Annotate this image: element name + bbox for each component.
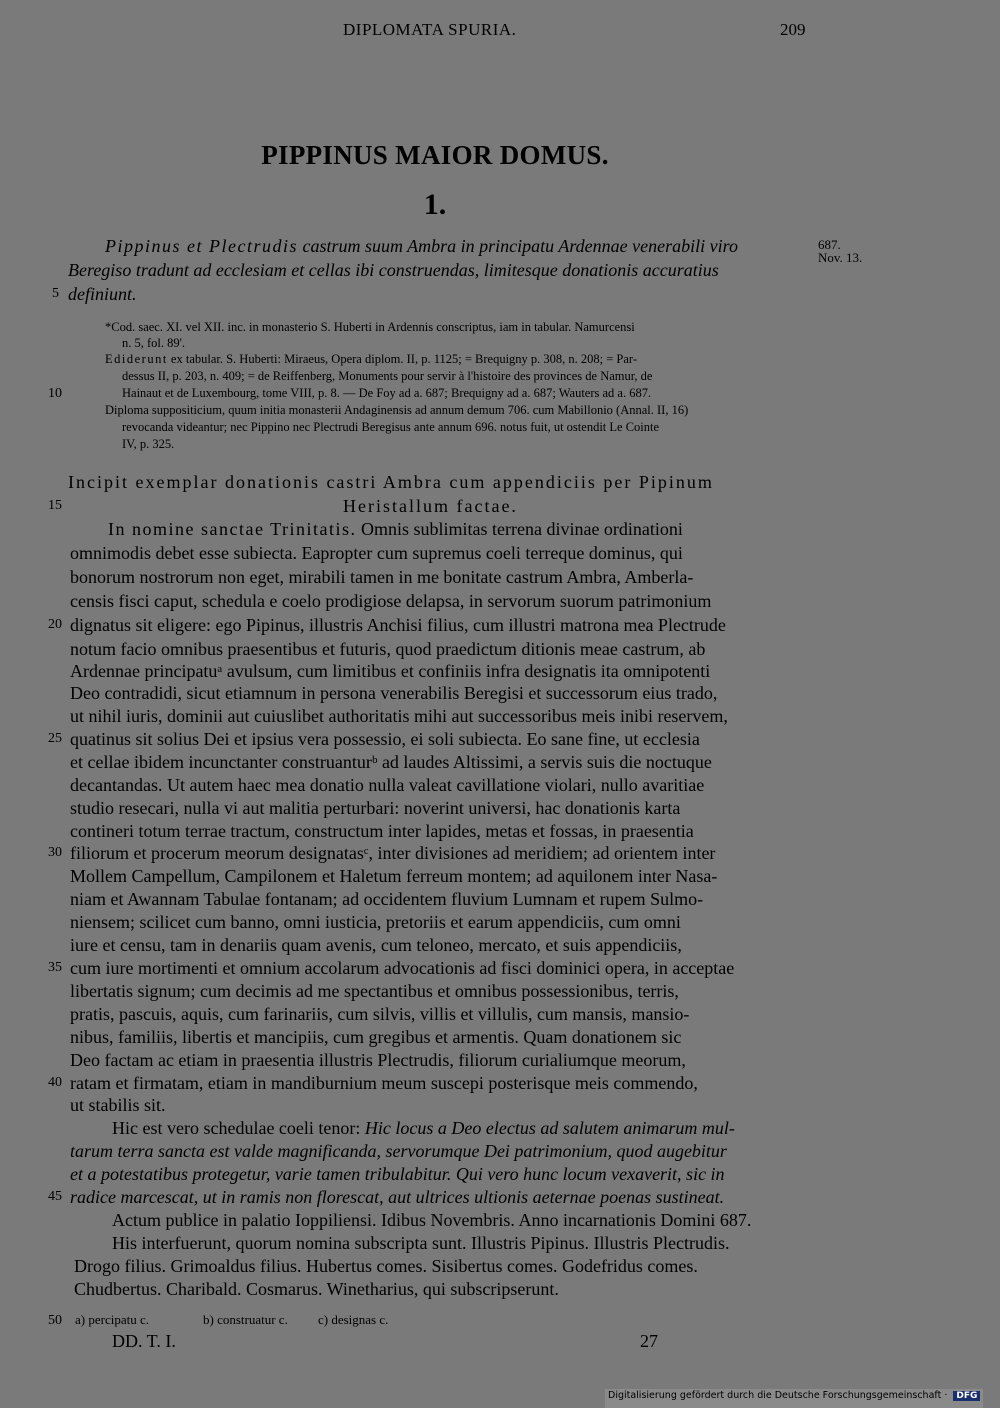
digitization-credit <box>605 1389 983 1408</box>
document-number: 1. <box>423 188 447 221</box>
note-head: Ediderunt <box>105 352 168 366</box>
text-line: cum iure mortimenti et omnium accolarum advocationis ad fisci dominici opera, in acceptae <box>70 958 735 978</box>
note-line: dessus II, p. 203, n. 409; = de Reiffenberg, Monuments pour servir à l'histoire des provinces de Namur, de <box>122 369 653 383</box>
text-line: censis fisci caput, schedula e coelo prodigiose delapsa, in servorum suorum patrimonium <box>70 591 712 611</box>
text-line: libertatis signum; cum decimis ad me spectantibus et omnibus possessionibus, terris, <box>70 981 679 1001</box>
regest-line: definiunt. <box>68 284 137 304</box>
regest-line: castrum suum Ambra in principatu Ardennae venerabili viro <box>302 236 738 256</box>
line-number: 45 <box>48 1189 62 1204</box>
text-line: ut stabilis sit. <box>70 1095 166 1115</box>
line-number: 5 <box>52 286 59 301</box>
text-line: Chudbertus. Charibald. Cosmarus. Winetharius, qui subscripserunt. <box>74 1279 559 1299</box>
heavenly-schedule: Hic locus a Deo electus ad salutem animarum mul- <box>364 1118 735 1138</box>
text-line: quatinus sit solius Dei et ipsius vera possessio, ei soli subiecta. Eo sane fine, ut ecclesia <box>70 729 700 749</box>
text-line: Drogo filius. Grimoaldus filius. Hubertus comes. Sisibertus comes. Godefridus comes. <box>74 1256 698 1276</box>
text-line: Deo factam ac etiam in praesentia illustris Plectrudis, filiorum curialiumque meorum, <box>70 1050 686 1070</box>
text-line: nibus, familiis, libertis et mancipiis, cum gregibus et armentis. Quam donationem sic <box>70 1027 682 1047</box>
text-line: Actum publice in palatio Ioppiliensi. Idibus Novembris. Anno incarnationis Domini 687. <box>112 1210 752 1230</box>
credit-text: Digitalisierung gefördert durch die Deutsche Forschungsgemeinschaft · <box>608 1390 948 1401</box>
regest-line: Beregiso tradunt ad ecclesiam et cellas ibi construendas, limitesque donationis accuratius <box>68 260 719 280</box>
footnote-c: c) designas c. <box>318 1312 389 1327</box>
text-line: Omnis sublimitas terrena divinae ordinationi <box>360 519 683 539</box>
section-title: PIPPINUS MAIOR DOMUS. <box>261 140 609 170</box>
text-line: pratis, pascuis, aquis, cum farinariis, cum silvis, villis et villulis, cum mansis, mansio- <box>70 1004 690 1024</box>
line-number: 50 <box>48 1313 62 1328</box>
incipit-line: Incipit exemplar donationis castri Ambra cum appendiciis per Pipinum <box>68 472 714 492</box>
signature-mark: DD. T. I. <box>112 1331 176 1351</box>
page-number: 209 <box>780 20 806 39</box>
text-line: radice marcescat, ut in ramis non florescat, aut ultrices ultionis aeternae poenas sustineat. <box>70 1187 725 1207</box>
note-line: *Cod. saec. XI. vel XII. inc. in monasterio S. Huberti in Ardennis conscriptus, iam in tabular. Namurcensi <box>105 320 635 334</box>
line-number: 15 <box>48 498 62 513</box>
text-line: notum facio omnibus praesentibus et futuris, quod praedictum ditionis meae castrum, ab <box>70 639 706 659</box>
text-line: Ardennae principatuᵃ avulsum, cum limitibus et confiniis infra designatis ita omnipotenti <box>70 661 711 681</box>
note-line: Hainaut et de Luxembourg, tome VIII, p. 8. — De Foy ad a. 687; Brequigny ad a. 687; Wauters ad a. 687. <box>122 386 652 400</box>
text-line: Mollem Campellum, Campilonem et Haletum ferreum montem; ad aquilonem inter Nasa- <box>70 866 718 886</box>
text-line: et cellae ibidem incunctanter construanturᵇ ad laudes Altissimi, a servis suis die noctuque <box>70 752 712 772</box>
note-line: Diploma suppositicium, quum initia monasterii Andaginensis ad annum demum 706. cum Mabillonio (Annal. II, 16) <box>105 403 689 417</box>
text-line: iure et censu, tam in denariis quam avenis, cum teloneo, mercato, et suis appendiciis, <box>70 935 682 955</box>
line-number: 40 <box>48 1075 62 1090</box>
invocation: In nomine sanctae Trinitatis. <box>108 519 357 539</box>
text-line: niensem; scilicet cum banno, omni iusticia, pretoriis et earum appendiciis, cum omni <box>70 912 681 932</box>
line-number: 30 <box>48 845 62 860</box>
text-line: decantandas. Ut autem haec mea donatio nulla valeat cavillatione violari, nullo avaritiae <box>70 775 705 795</box>
text-line: dignatus sit eligere: ego Pipinus, illustris Anchisi filius, cum illustri matrona mea Plectrude <box>70 615 726 635</box>
regest-names: Pippinus et Plectrudis <box>105 236 298 256</box>
text-line: His interfuerunt, quorum nomina subscripta sunt. Illustris Pipinus. Illustris Plectrudis. <box>112 1233 730 1253</box>
text-line: bonorum nostrorum non eget, mirabili tamen in me bonitate castrum Ambra, Amberla- <box>70 567 694 587</box>
date-day: Nov. 13. <box>818 250 863 265</box>
note-line: ex tabular. S. Huberti: Miraeus, Opera diplom. II, p. 1125; = Brequigny p. 308, n. 208; = Par- <box>170 352 638 366</box>
incipit-line: Heristallum factae. <box>343 496 518 516</box>
line-number: 20 <box>48 617 62 632</box>
date-year: 687. <box>818 237 841 252</box>
note-line: revocanda videantur; nec Pippino nec Plectrudi Beregisus ante annum 696. notus fuit, ut ostendit Le Cointe <box>122 420 660 434</box>
line-number: 10 <box>48 386 62 401</box>
text-line: omnimodis debet esse subiecta. Eapropter cum supremus coeli terreque dominus, qui <box>70 543 683 563</box>
text-line: niam et Awannam Tabulae fontanam; ad occidentem fluvium Lumnam et rupem Sulmo- <box>70 889 704 909</box>
line-number: 25 <box>48 731 62 746</box>
text-line: Deo contradidi, sicut etiamnum in persona venerabilis Beregisi et successorum eius trado, <box>70 683 718 703</box>
footnote-a: a) percipatu c. <box>75 1312 149 1327</box>
line-number: 35 <box>48 960 62 975</box>
text-line: tarum terra sancta est valde magnificanda, servorumque Dei patrimonium, quod augebitur <box>70 1141 727 1161</box>
text-line: filiorum et procerum meorum designatasᶜ, inter divisiones ad meridiem; ad orientem inter <box>70 843 716 863</box>
sheet-number: 27 <box>640 1331 658 1351</box>
text-line: contineri totum terrae tractum, constructum inter lapides, metas et fossas, in praesentia <box>70 821 694 841</box>
running-title: DIPLOMATA SPURIA. <box>343 20 517 39</box>
text-line: studio resecari, nulla vi aut malitia perturbari: noverint universi, hac donationis karta <box>70 798 681 818</box>
running-head <box>0 20 1000 44</box>
text-line: ut nihil iuris, dominii aut cuiuslibet authoritatis mihi aut successoribus meis inibi reservem, <box>70 706 728 726</box>
text-line: ratam et firmatam, etiam in mandiburnium meum suscepi posterisque meis commendo, <box>70 1073 698 1093</box>
note-line: IV, p. 325. <box>122 437 175 451</box>
text-line: et a potestatibus protegetur, varie tamen tribulabitur. Qui vero hunc locum vexaverit, sic in <box>70 1164 725 1184</box>
text-line: Hic est vero schedulae coeli tenor: <box>112 1118 361 1138</box>
footnote-b: b) construatur c. <box>203 1312 288 1327</box>
note-line: n. 5, fol. 89'. <box>122 336 186 350</box>
dfg-logo: DFG <box>953 1391 980 1401</box>
